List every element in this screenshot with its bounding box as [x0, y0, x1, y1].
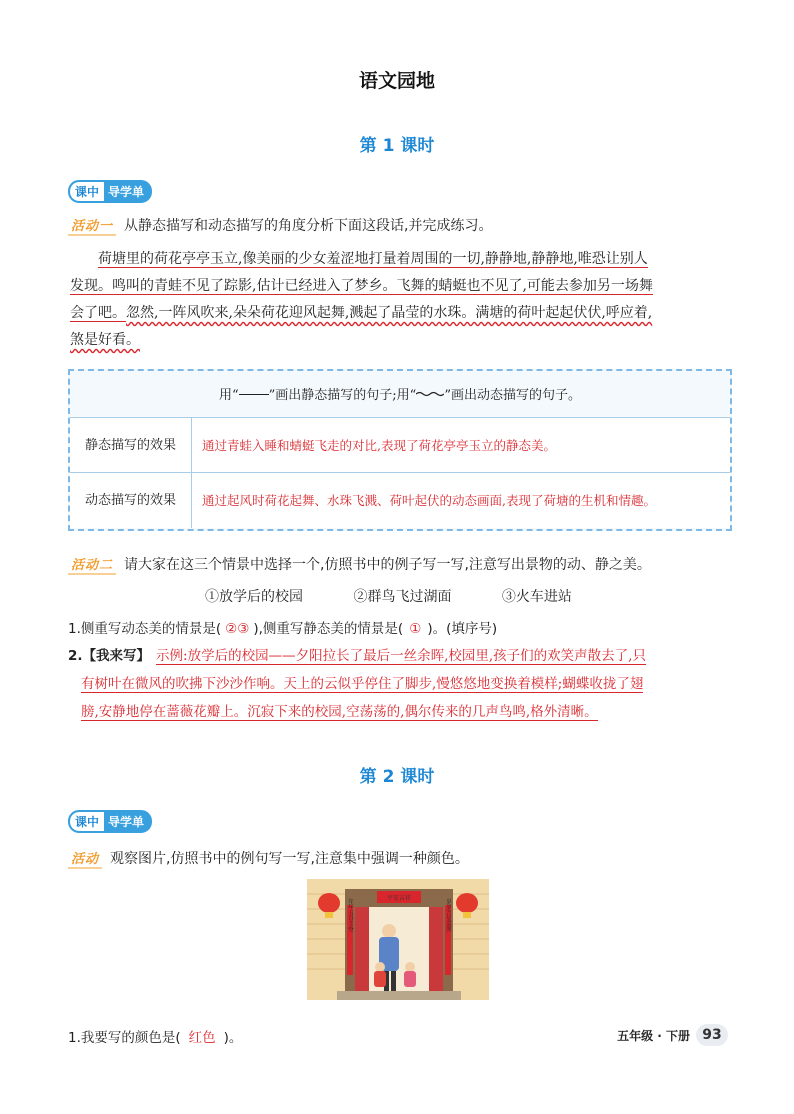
straight-line-sample: [239, 394, 269, 395]
activity-3-label: 活动: [68, 848, 102, 869]
row-label: 静态描写的效果: [70, 418, 192, 473]
badge-part-b: 导学单: [108, 185, 145, 199]
activity-1-text: 从静态描写和动态描写的角度分析下面这段话,并完成练习。: [124, 218, 493, 234]
writing-line-1: 示例:放学后的校园——夕阳拉长了最后一丝余晖,校园里,孩子们的欢笑声散去了,只: [156, 648, 646, 664]
lesson-1-title: 第 1 课时: [359, 136, 435, 156]
answer-static: ①: [409, 621, 422, 637]
activity-3-instruction: [68, 848, 469, 869]
question-2-number: 2.: [68, 648, 83, 664]
option-2: ②群鸟飞过湖面: [353, 589, 452, 605]
passage-line-2: 发现。鸣叫的青蛙不见了踪影,估计已经进入了梦乡。飞舞的蜻蜓也不见了,可能去参加另一场舞: [70, 278, 653, 294]
passage-line-3: 会了吧。忽然,一阵风吹来,朵朵荷花迎风起舞,溅起了晶莹的水珠。满塘的荷叶起起伏伏,呼应着,: [70, 305, 653, 321]
page-title: 语文园地: [358, 70, 435, 92]
row-answer: 通过青蛙入睡和蜻蜓飞走的对比,表现了荷花亭亭玉立的静态美。: [202, 438, 556, 453]
lesson-2-title: 第 2 课时: [359, 767, 435, 787]
badge-part-a: 课中: [70, 182, 104, 201]
row-label: 动态描写的效果: [70, 473, 192, 528]
activity-2-instruction: [68, 554, 651, 575]
couplet-left: 年年五谷丰登: [347, 898, 353, 932]
scenario-options: [205, 586, 572, 606]
couplet-right: 岁岁吉星高照: [445, 898, 451, 932]
row-answer: 通过起风时荷花起舞、水珠飞溅、荷叶起伏的动态画面,表现了荷塘的生机和情趣。: [202, 493, 656, 508]
question-1: 1.侧重写动态美的情景是( ②③ ),侧重写静态美的情景是( ① )。(填序号): [68, 621, 498, 637]
wavy-line-sample: [416, 371, 444, 377]
write-tag: 【我来写】: [82, 648, 151, 664]
analysis-table: [68, 369, 732, 531]
question-color: 1.我要写的颜色是( 红色 )。: [68, 1030, 243, 1046]
answer-dynamic: ②③: [225, 621, 250, 637]
plaque-text: 平安吉祥: [386, 895, 412, 902]
question-2: [68, 644, 733, 724]
table-row: [70, 472, 730, 528]
guide-badge-1: [68, 180, 152, 203]
table-header: 用“ ”画出静态描写的句子;用“ ”画出动态描写的句子。: [70, 371, 730, 417]
writing-line-3: 膀,安静地停在蔷薇花瓣上。沉寂下来的校园,空荡荡的,偶尔传来的几声鸟鸣,格外清晰。: [81, 704, 598, 720]
guide-badge-2: [68, 810, 152, 833]
answer-color: 红色: [188, 1030, 216, 1046]
writing-line-2: 有树叶在微风的吹拂下沙沙作响。天上的云似乎停住了脚步,慢悠悠地变换着模样;蝴蝶收拢了翅: [81, 676, 644, 692]
page-number: 93: [696, 1024, 728, 1046]
activity-1-instruction: [68, 215, 492, 236]
table-row: [70, 417, 730, 473]
door-scene: [307, 879, 489, 1000]
passage-line-4: 煞是好看。: [70, 332, 140, 348]
activity-2-text: 请大家在这三个情景中选择一个,仿照书中的例子写一写,注意写出景物的动、静之美。: [124, 557, 651, 573]
passage-line-1: 荷塘里的荷花亭亭玉立,像美丽的少女羞涩地打量着周围的一切,静静地,静静地,唯恐让别人: [98, 251, 648, 267]
grade-label: 五年级 · 下册: [617, 1028, 690, 1043]
passage: [70, 247, 730, 357]
activity-1-label: 活动一: [68, 215, 116, 236]
page-footer: [617, 1024, 728, 1046]
badge-part-b: 导学单: [108, 815, 145, 829]
option-3: ③火车进站: [501, 589, 572, 605]
festival-illustration: [307, 879, 489, 1000]
activity-2-label: 活动二: [68, 554, 116, 575]
badge-part-a: 课中: [70, 812, 104, 831]
activity-3-text: 观察图片,仿照书中的例句写一写,注意集中强调一种颜色。: [110, 851, 469, 867]
option-1: ①放学后的校园: [205, 589, 303, 605]
